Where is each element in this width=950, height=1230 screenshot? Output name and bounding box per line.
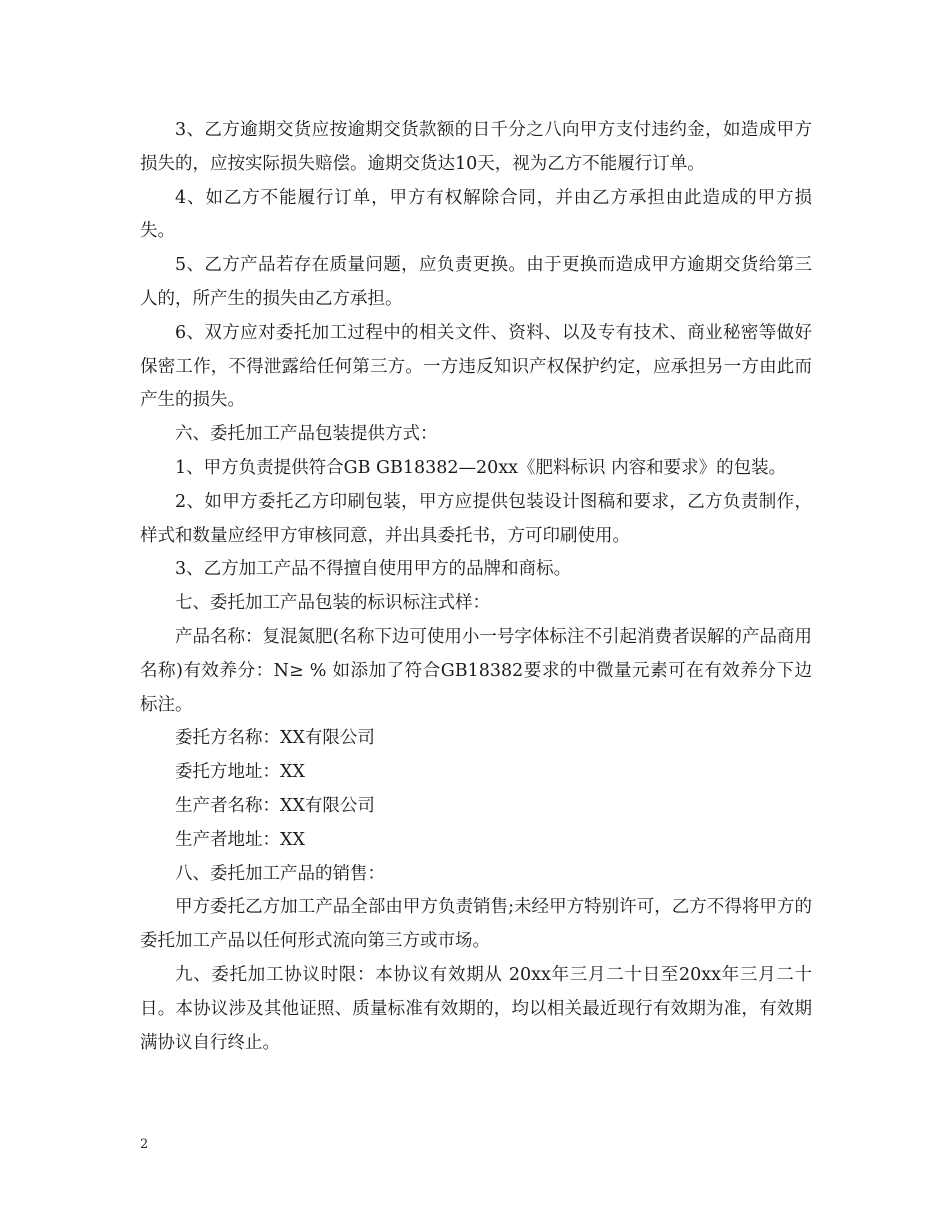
paragraph-packaging-standard: 1、甲方负责提供符合GB GB18382—20xx《肥料标识 内容和要求》的包装。	[175, 457, 787, 478]
paragraph-contract-termination: 4、如乙方不能履行订单，甲方有权解除合同，并由乙方承担由此造成的甲方损失。	[140, 187, 812, 242]
paragraph-late-delivery-penalty: 3、乙方逾期交货应按逾期交货款额的日千分之八向甲方支付违约金，如造成甲方损失的，应按实际损失赔偿。逾期交货达10天，视为乙方不能履行订单。	[140, 120, 812, 174]
paragraph-sales-terms: 甲方委托乙方加工产品全部由甲方负责销售;未经甲方特别许可，乙方不得将甲方的委托加工产品以任何形式流向第三方或市场。	[140, 897, 812, 952]
paragraph-packaging-printing: 2、如甲方委托乙方印刷包装，甲方应提供包装设计图稿和要求，乙方负责制作，样式和数量应经甲方审核同意，并出具委托书，方可印刷使用。	[140, 491, 812, 546]
paragraph-product-name: 产品名称：复混氮肥(名称下边可使用小一号字体标注不引起消费者误解的产品商用名称)有效养分：N≥ % 如添加了符合GB18382要求的中微量元素可在有效养分下边标注。	[140, 626, 812, 715]
section-heading-packaging-supply: 六、委托加工产品包装提供方式：	[175, 424, 438, 445]
paragraph-brand-usage: 3、乙方加工产品不得擅自使用甲方的品牌和商标。	[175, 559, 572, 580]
paragraph-quality-replacement: 5、乙方产品若存在质量问题，应负责更换。由于更换而造成甲方逾期交货给第三人的，所产生的损失由乙方承担。	[140, 255, 812, 309]
paragraph-producer-name: 生产者名称：XX有限公司	[175, 795, 375, 816]
page-number: 2	[140, 1137, 149, 1152]
paragraph-confidentiality: 6、双方应对委托加工过程中的相关文件、资料、以及专有技术、商业秘密等做好保密工作，不得泄露给任何第三方。一方违反知识产权保护约定，应承担另一方由此而产生的损失。	[140, 322, 812, 411]
paragraph-client-address: 委托方地址：XX	[175, 762, 305, 783]
paragraph-producer-address: 生产者地址：XX	[175, 829, 305, 850]
section-heading-label-format: 七、委托加工产品包装的标识标注式样：	[175, 593, 490, 614]
paragraph-agreement-term: 九、委托加工协议时限：本协议有效期从 20xx年三月二十日至20xx年三月二十日。本协议涉及其他证照、质量标准有效期的，均以相关最近现行有效期为准，有效期满协议自行终止。	[140, 964, 812, 1053]
section-heading-sales: 八、委托加工产品的销售：	[175, 863, 385, 884]
document-body	[140, 114, 812, 1060]
paragraph-client-name: 委托方名称：XX有限公司	[175, 728, 375, 749]
